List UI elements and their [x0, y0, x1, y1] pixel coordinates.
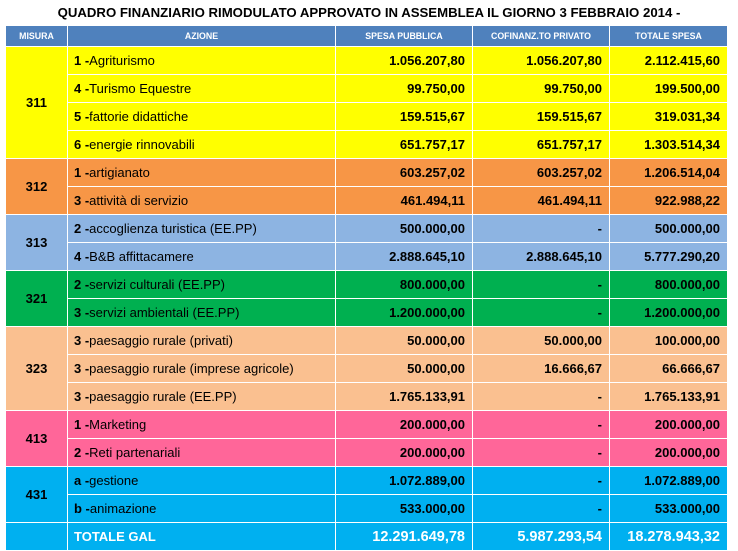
azione-code: b -	[74, 501, 90, 516]
cofinanziamento-cell: 16.666,67	[473, 355, 610, 383]
azione-code: 3 -	[74, 333, 90, 348]
azione-code: 1 -	[74, 53, 90, 68]
cofinanziamento-cell: -	[473, 383, 610, 411]
table-header-row	[6, 26, 728, 47]
spesa-pubblica-cell: 2.888.645,10	[336, 243, 473, 271]
totale-spesa-cell: 1.200.000,00	[610, 299, 728, 327]
misura-cell: 323	[6, 327, 68, 411]
table-row	[6, 355, 728, 383]
table-row	[6, 467, 728, 495]
totale-spesa-cell: 1.303.514,34	[610, 131, 728, 159]
azione-cell	[68, 215, 336, 243]
azione-code: 1 -	[74, 417, 90, 432]
azione-cell	[68, 411, 336, 439]
header-totale-spesa: TOTALE SPESA	[610, 26, 728, 47]
azione-label: Reti partenariali	[89, 445, 181, 460]
azione-cell	[68, 75, 336, 103]
azione-label: fattorie didattiche	[89, 109, 189, 124]
cofinanziamento-cell: -	[473, 411, 610, 439]
cofinanziamento-cell: 50.000,00	[473, 327, 610, 355]
spesa-pubblica-cell: 1.056.207,80	[336, 47, 473, 75]
table-row	[6, 299, 728, 327]
table-row	[6, 75, 728, 103]
table-row	[6, 47, 728, 75]
azione-cell	[68, 383, 336, 411]
cofinanziamento-cell: 99.750,00	[473, 75, 610, 103]
table-row	[6, 103, 728, 131]
azione-label: paesaggio rurale (imprese agricole)	[89, 361, 294, 376]
table-row	[6, 187, 728, 215]
cofinanziamento-cell: 2.888.645,10	[473, 243, 610, 271]
spesa-pubblica-cell: 651.757,17	[336, 131, 473, 159]
cofinanziamento-cell: -	[473, 495, 610, 523]
spesa-pubblica-cell: 50.000,00	[336, 355, 473, 383]
totale-spesa-cell: 1.206.514,04	[610, 159, 728, 187]
spesa-pubblica-cell: 500.000,00	[336, 215, 473, 243]
azione-label: Marketing	[89, 417, 147, 432]
spesa-pubblica-cell: 200.000,00	[336, 411, 473, 439]
azione-code: 4 -	[74, 249, 90, 264]
misura-cell: 431	[6, 467, 68, 523]
azione-cell	[68, 327, 336, 355]
table-row	[6, 383, 728, 411]
totale-label: TOTALE GAL	[68, 523, 336, 551]
azione-code: 2 -	[74, 277, 90, 292]
azione-label: servizi ambientali (EE.PP)	[89, 305, 240, 320]
azione-cell	[68, 439, 336, 467]
misura-cell: 321	[6, 271, 68, 327]
azione-label: gestione	[89, 473, 139, 488]
cofinanziamento-cell: 603.257,02	[473, 159, 610, 187]
azione-code: 6 -	[74, 137, 90, 152]
azione-label: B&B affittacamere	[89, 249, 194, 264]
azione-cell	[68, 187, 336, 215]
totale-spesa-cell: 200.000,00	[610, 411, 728, 439]
spesa-pubblica-cell: 603.257,02	[336, 159, 473, 187]
header-spesa-pubblica: SPESA PUBBLICA	[336, 26, 473, 47]
spesa-pubblica-cell: 1.200.000,00	[336, 299, 473, 327]
totale-spesa-cell: 100.000,00	[610, 327, 728, 355]
azione-label: Turismo Equestre	[89, 81, 192, 96]
totale-spesa-cell: 533.000,00	[610, 495, 728, 523]
totale-spesa-cell: 922.988,22	[610, 187, 728, 215]
cofinanziamento-cell: -	[473, 467, 610, 495]
azione-label: attività di servizio	[89, 193, 189, 208]
totale-totale-spesa: 18.278.943,32	[610, 523, 728, 551]
table-row	[6, 131, 728, 159]
azione-code: 1 -	[74, 165, 90, 180]
totale-spesa-cell: 1.072.889,00	[610, 467, 728, 495]
spesa-pubblica-cell: 50.000,00	[336, 327, 473, 355]
azione-label: paesaggio rurale (EE.PP)	[89, 389, 237, 404]
spesa-pubblica-cell: 200.000,00	[336, 439, 473, 467]
table-row	[6, 411, 728, 439]
azione-code: 3 -	[74, 193, 90, 208]
misura-cell: 312	[6, 159, 68, 215]
totale-empty-cell	[6, 523, 68, 551]
azione-cell	[68, 159, 336, 187]
totale-spesa-cell: 2.112.415,60	[610, 47, 728, 75]
page-title: QUADRO FINANZIARIO RIMODULATO APPROVATO IN ASSEMBLEA IL GIORNO 3 FEBBRAIO 2014 -	[57, 5, 681, 20]
header-azione: AZIONE	[68, 26, 336, 47]
azione-cell	[68, 467, 336, 495]
azione-label: accoglienza turistica (EE.PP)	[89, 221, 257, 236]
azione-cell	[68, 103, 336, 131]
totale-spesa-cell: 1.765.133,91	[610, 383, 728, 411]
table-row	[6, 495, 728, 523]
totale-spesa-cell: 200.000,00	[610, 439, 728, 467]
table-row	[6, 243, 728, 271]
totale-row	[6, 523, 728, 551]
table-row	[6, 439, 728, 467]
azione-cell	[68, 299, 336, 327]
totale-spesa-cell: 5.777.290,20	[610, 243, 728, 271]
azione-code: a -	[74, 473, 90, 488]
azione-cell	[68, 47, 336, 75]
azione-label: paesaggio rurale (privati)	[89, 333, 233, 348]
cofinanziamento-cell: 651.757,17	[473, 131, 610, 159]
azione-code: 5 -	[74, 109, 90, 124]
totale-spesa-cell: 66.666,67	[610, 355, 728, 383]
azione-code: 2 -	[74, 221, 90, 236]
azione-cell	[68, 131, 336, 159]
spesa-pubblica-cell: 1.072.889,00	[336, 467, 473, 495]
misura-cell: 413	[6, 411, 68, 467]
spesa-pubblica-cell: 461.494,11	[336, 187, 473, 215]
financial-table	[5, 25, 728, 551]
misura-cell: 311	[6, 47, 68, 159]
azione-code: 4 -	[74, 81, 90, 96]
azione-cell	[68, 271, 336, 299]
header-cofinanziamento: COFINANZ.TO PRIVATO	[473, 26, 610, 47]
table-row	[6, 327, 728, 355]
header-misura: MISURA	[6, 26, 68, 47]
spesa-pubblica-cell: 1.765.133,91	[336, 383, 473, 411]
cofinanziamento-cell: -	[473, 299, 610, 327]
azione-code: 3 -	[74, 361, 90, 376]
cofinanziamento-cell: -	[473, 439, 610, 467]
azione-label: animazione	[89, 501, 157, 516]
cofinanziamento-cell: 159.515,67	[473, 103, 610, 131]
totale-spesa-pubblica: 12.291.649,78	[336, 523, 473, 551]
table-row	[6, 271, 728, 299]
table-row	[6, 159, 728, 187]
cofinanziamento-cell: -	[473, 215, 610, 243]
totale-spesa-cell: 319.031,34	[610, 103, 728, 131]
azione-code: 3 -	[74, 305, 90, 320]
azione-label: Agriturismo	[89, 53, 155, 68]
azione-label: energie rinnovabili	[89, 137, 195, 152]
azione-code: 2 -	[74, 445, 90, 460]
table-row	[6, 215, 728, 243]
spesa-pubblica-cell: 800.000,00	[336, 271, 473, 299]
spesa-pubblica-cell: 533.000,00	[336, 495, 473, 523]
cofinanziamento-cell: 1.056.207,80	[473, 47, 610, 75]
azione-cell	[68, 355, 336, 383]
cofinanziamento-cell: 461.494,11	[473, 187, 610, 215]
totale-spesa-cell: 800.000,00	[610, 271, 728, 299]
azione-code: 3 -	[74, 389, 90, 404]
azione-label: artigianato	[89, 165, 150, 180]
spesa-pubblica-cell: 99.750,00	[336, 75, 473, 103]
misura-cell: 313	[6, 215, 68, 271]
totale-cofinanziamento: 5.987.293,54	[473, 523, 610, 551]
azione-cell	[68, 243, 336, 271]
cofinanziamento-cell: -	[473, 271, 610, 299]
totale-spesa-cell: 199.500,00	[610, 75, 728, 103]
azione-label: servizi culturali (EE.PP)	[89, 277, 225, 292]
azione-cell	[68, 495, 336, 523]
totale-spesa-cell: 500.000,00	[610, 215, 728, 243]
spesa-pubblica-cell: 159.515,67	[336, 103, 473, 131]
